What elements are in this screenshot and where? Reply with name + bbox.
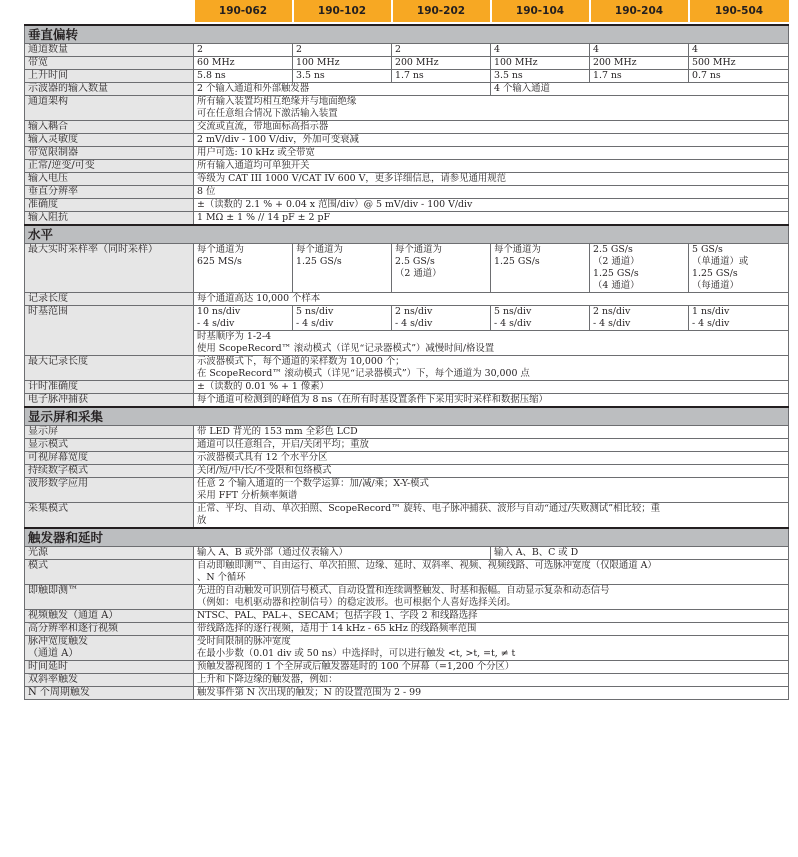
- table-row: [25, 610, 789, 623]
- cell: [194, 96, 789, 121]
- row-label: 输入灵敏度: [25, 134, 194, 147]
- row-label: [25, 636, 194, 661]
- row-label: 输入电压: [25, 173, 194, 186]
- cell: 5.8 ns: [194, 70, 293, 83]
- cell: 3.5 ns: [491, 70, 590, 83]
- cell-line: （例如：电机驱动器和控制信号）的稳定波形。也可根据个人喜好选择关闭。: [197, 597, 516, 608]
- cell-line: - 4 s/div: [296, 318, 334, 329]
- cell-line: 在最小步数（0.01 div 或 50 ns）中选择时，可以进行触发 <t, >t, =t, ≠ t: [197, 648, 516, 659]
- row-label: 电子脉冲捕获: [25, 394, 194, 408]
- header-blank: [25, 0, 194, 22]
- cell-line: 1 ns/div: [692, 306, 730, 317]
- table-row: [25, 465, 789, 478]
- row-label: 显示屏: [25, 426, 194, 439]
- model-header: 190-104: [491, 0, 590, 22]
- row-label: 模式: [25, 560, 194, 585]
- row-label: 输入耦合: [25, 121, 194, 134]
- row-label: 采集模式: [25, 503, 194, 529]
- cell-line: 1.25 GS/s: [494, 256, 540, 267]
- cell-line: （2 通道）: [395, 268, 442, 279]
- cell: 触发事件第 N 次出现的触发；N 的设置范围为 2 - 99: [194, 687, 789, 700]
- cell-line: 2 ns/div: [395, 306, 433, 317]
- cell: 0.7 ns: [689, 70, 789, 83]
- cell-line: 5 GS/s: [692, 244, 723, 255]
- cell: [194, 356, 789, 381]
- cell-line: 每个通道为: [494, 244, 541, 255]
- cell: 2 个输入通道和外部触发器: [194, 83, 491, 96]
- cell: 每个通道高达 10,000 个样本: [194, 293, 789, 306]
- table-row: [25, 623, 789, 636]
- table-row: [25, 585, 789, 610]
- cell-line: 1.25 GS/s: [296, 256, 342, 267]
- cell: 1 MΩ ± 1 % // 14 pF ± 2 pF: [194, 212, 789, 226]
- table-row: [25, 452, 789, 465]
- cell-line: 625 MS/s: [197, 256, 242, 267]
- cell: [293, 306, 392, 331]
- table-row: [25, 503, 789, 529]
- spec-table: [24, 0, 789, 700]
- row-label: 时间延时: [25, 661, 194, 674]
- cell-line: 在 ScopeRecord™ 滚动模式（详见“记录器模式”）下，每个通道为 30,000 点: [197, 368, 530, 379]
- cell-line: - 4 s/div: [692, 318, 730, 329]
- cell-line: 5 ns/div: [494, 306, 532, 317]
- row-label: 带宽: [25, 57, 194, 70]
- cell-line: 所有输入装置均相互绝缘并与地面绝缘: [197, 96, 357, 107]
- table-row: [25, 439, 789, 452]
- cell: NTSC、PAL、PAL+、SECAM；包括字段 1、字段 2 和线路选择: [194, 610, 789, 623]
- cell: [194, 244, 293, 293]
- table-row: [25, 560, 789, 585]
- cell: 4 个输入通道: [491, 83, 789, 96]
- table-row: [25, 381, 789, 394]
- row-label: 最大实时采样率（同时采样）: [25, 244, 194, 293]
- cell-line: 、N 个循环: [197, 572, 246, 583]
- cell-line: 可在任意组合情况下激活输入装置: [197, 108, 338, 119]
- cell: 示波器模式具有 12 个水平分区: [194, 452, 789, 465]
- cell: [194, 306, 293, 331]
- table-row: [25, 478, 789, 503]
- cell-line: 采用 FFT 分析频率频谱: [197, 490, 298, 501]
- cell-line: 每个通道为: [395, 244, 442, 255]
- cell: ±（读数的 2.1 % + 0.04 x 范围/div）@ 5 mV/div - 100 V/div: [194, 199, 789, 212]
- cell-line: 每个通道为: [296, 244, 343, 255]
- table-row: [25, 394, 789, 408]
- table-row: [25, 147, 789, 160]
- cell: 3.5 ns: [293, 70, 392, 83]
- table-row: [25, 160, 789, 173]
- cell: 100 MHz: [293, 57, 392, 70]
- cell-line: - 4 s/div: [593, 318, 631, 329]
- cell: 所有输入通道均可单独开关: [194, 160, 789, 173]
- cell-line: - 4 s/div: [494, 318, 532, 329]
- table-row: [25, 96, 789, 121]
- cell: 100 MHz: [491, 57, 590, 70]
- section-row: [25, 528, 789, 547]
- table-row: [25, 426, 789, 439]
- row-label: 高分辨率和逐行视频: [25, 623, 194, 636]
- cell-line: 自动即触即测™、自由运行、单次拍照、边缘、延时、双斜率、视频、视频线路、可选脉冲宽度（仅限通道 A）: [197, 560, 657, 571]
- cell: [491, 306, 590, 331]
- cell: 通道可以任意组合，开启/关闭平均；重放: [194, 439, 789, 452]
- cell-line: 1.25 GS/s: [593, 268, 639, 279]
- section-title-trigger: 触发器和延时: [25, 528, 789, 547]
- cell: [293, 244, 392, 293]
- table-row: [25, 293, 789, 306]
- cell: 交流或直流，带地面标高指示器: [194, 121, 789, 134]
- row-label: 持续数字模式: [25, 465, 194, 478]
- cell-line: 放: [197, 515, 207, 526]
- model-header: 190-204: [590, 0, 689, 22]
- cell-line: 示波器模式下，每个通道的采样数为 10,000 个；: [197, 356, 405, 367]
- cell: 2: [293, 44, 392, 57]
- table-row: [25, 636, 789, 661]
- table-row: [25, 244, 789, 293]
- row-label: 光源: [25, 547, 194, 560]
- cell: 8 位: [194, 186, 789, 199]
- table-row: [25, 199, 789, 212]
- cell-line: 1.25 GS/s: [692, 268, 738, 279]
- model-header: 190-202: [392, 0, 491, 22]
- cell: 带线路选择的逐行视频，适用于 14 kHz - 65 kHz 的线路频率范围: [194, 623, 789, 636]
- cell-line: 2.5 GS/s: [395, 256, 435, 267]
- cell: [194, 503, 789, 529]
- row-label: 上升时间: [25, 70, 194, 83]
- cell: ±（读数的 0.01 % + 1 像素）: [194, 381, 789, 394]
- cell-line: 受时间限制的脉冲宽度: [197, 636, 291, 647]
- row-label: 波形数学应用: [25, 478, 194, 503]
- model-header: 190-504: [689, 0, 789, 22]
- cell: 2: [392, 44, 491, 57]
- cell: 关闭/短/中/长/不受限和包络模式: [194, 465, 789, 478]
- table-row: [25, 186, 789, 199]
- cell: 用户可选: 10 kHz 或全带宽: [194, 147, 789, 160]
- row-label-line: 脉冲宽度触发: [28, 636, 88, 647]
- section-row: [25, 25, 789, 44]
- table-row: [25, 70, 789, 83]
- cell: 2 mV/div - 100 V/div，外加可变衰减: [194, 134, 789, 147]
- cell-line: （每通道）: [692, 280, 739, 291]
- cell-line: （单通道）或: [692, 256, 749, 267]
- cell: 1.7 ns: [590, 70, 689, 83]
- cell: 带 LED 背光的 153 mm 全彩色 LCD: [194, 426, 789, 439]
- cell-line: - 4 s/div: [395, 318, 433, 329]
- row-label-line: （通道 A）: [28, 648, 79, 659]
- row-label: 输入阻抗: [25, 212, 194, 226]
- cell: 2: [194, 44, 293, 57]
- cell-line: （2 通道）: [593, 256, 640, 267]
- cell-line: 2 ns/div: [593, 306, 631, 317]
- table-row: [25, 121, 789, 134]
- cell: [491, 244, 590, 293]
- section-row: [25, 407, 789, 426]
- cell: 等级为 CAT III 1000 V/CAT IV 600 V，更多详细信息，请参见通用规范: [194, 173, 789, 186]
- cell: [194, 560, 789, 585]
- row-label: N 个周期触发: [25, 687, 194, 700]
- cell-line: - 4 s/div: [197, 318, 235, 329]
- row-label: 记录长度: [25, 293, 194, 306]
- table-row: [25, 674, 789, 687]
- row-label: 正常/逆变/可变: [25, 160, 194, 173]
- cell: [194, 585, 789, 610]
- cell: [392, 244, 491, 293]
- cell-line: 先进的自动触发可识别信号模式、自动设置和连续调整触发、时基和振幅。自动显示复杂和动态信号: [197, 585, 610, 596]
- model-header: 190-102: [293, 0, 392, 22]
- section-title-vertical: 垂直偏转: [25, 25, 789, 44]
- cell: [392, 306, 491, 331]
- row-label: 计时准确度: [25, 381, 194, 394]
- cell: 1.7 ns: [392, 70, 491, 83]
- cell-line: 正常、平均、自动、单次拍照、ScopeRecord™ 旋转、电子脉冲捕获、波形与自动“通过/失败测试”相比较；重: [197, 503, 660, 514]
- row-label: 双斜率触发: [25, 674, 194, 687]
- table-row: [25, 134, 789, 147]
- cell: [194, 331, 789, 356]
- model-header-row: [25, 0, 789, 22]
- table-row: [25, 687, 789, 700]
- row-label: 视频触发（通道 A）: [25, 610, 194, 623]
- cell: [689, 306, 789, 331]
- cell: 预触发器视图的 1 个全屏或后触发器延时的 100 个屏幕（=1,200 个分区）: [194, 661, 789, 674]
- section-row: [25, 225, 789, 244]
- cell-line: 使用 ScopeRecord™ 滚动模式（详见“记录器模式”）减慢时间/格设置: [197, 343, 495, 354]
- table-row: [25, 57, 789, 70]
- cell: 输入 A、B、C 或 D: [491, 547, 789, 560]
- row-label: 垂直分辨率: [25, 186, 194, 199]
- cell-line: 2.5 GS/s: [593, 244, 633, 255]
- row-label: 带宽限制器: [25, 147, 194, 160]
- cell-line: 时基顺序为 1-2-4: [197, 331, 272, 342]
- table-row: [25, 356, 789, 381]
- row-label: 可视屏幕宽度: [25, 452, 194, 465]
- cell: 4: [689, 44, 789, 57]
- table-row: [25, 44, 789, 57]
- cell: 200 MHz: [392, 57, 491, 70]
- cell: [194, 636, 789, 661]
- table-row: [25, 661, 789, 674]
- cell-line: （4 通道）: [593, 280, 640, 291]
- cell: [689, 244, 789, 293]
- row-label: 通道架构: [25, 96, 194, 121]
- cell: 60 MHz: [194, 57, 293, 70]
- cell: [590, 244, 689, 293]
- table-row: [25, 306, 789, 331]
- table-row: [25, 212, 789, 226]
- row-label: 即触即测™: [25, 585, 194, 610]
- model-header: 190-062: [194, 0, 293, 22]
- row-label: 时基范围: [25, 306, 194, 356]
- cell: 输入 A、B 或外部（通过仪表输入）: [194, 547, 491, 560]
- row-label: 示波器的输入数量: [25, 83, 194, 96]
- cell: 4: [491, 44, 590, 57]
- row-label: 通道数量: [25, 44, 194, 57]
- row-label: 显示模式: [25, 439, 194, 452]
- table-row: [25, 83, 789, 96]
- table-row: [25, 173, 789, 186]
- cell-line: 10 ns/div: [197, 306, 241, 317]
- table-row: [25, 547, 789, 560]
- cell: [590, 306, 689, 331]
- section-title-display: 显示屏和采集: [25, 407, 789, 426]
- section-title-horizontal: 水平: [25, 225, 789, 244]
- cell: [194, 478, 789, 503]
- cell: 200 MHz: [590, 57, 689, 70]
- cell-line: 5 ns/div: [296, 306, 334, 317]
- cell: 500 MHz: [689, 57, 789, 70]
- cell-line: 每个通道为: [197, 244, 244, 255]
- cell: 上升和下降边缘的触发器，例如：: [194, 674, 789, 687]
- cell: 每个通道可检测到的峰值为 8 ns（在所有时基设置条件下采用实时采样和数据压缩）: [194, 394, 789, 408]
- row-label: 准确度: [25, 199, 194, 212]
- cell-line: 任意 2 个输入通道的一个数学运算：加/减/乘；X-Y-模式: [197, 478, 429, 489]
- cell: 4: [590, 44, 689, 57]
- row-label: 最大记录长度: [25, 356, 194, 381]
